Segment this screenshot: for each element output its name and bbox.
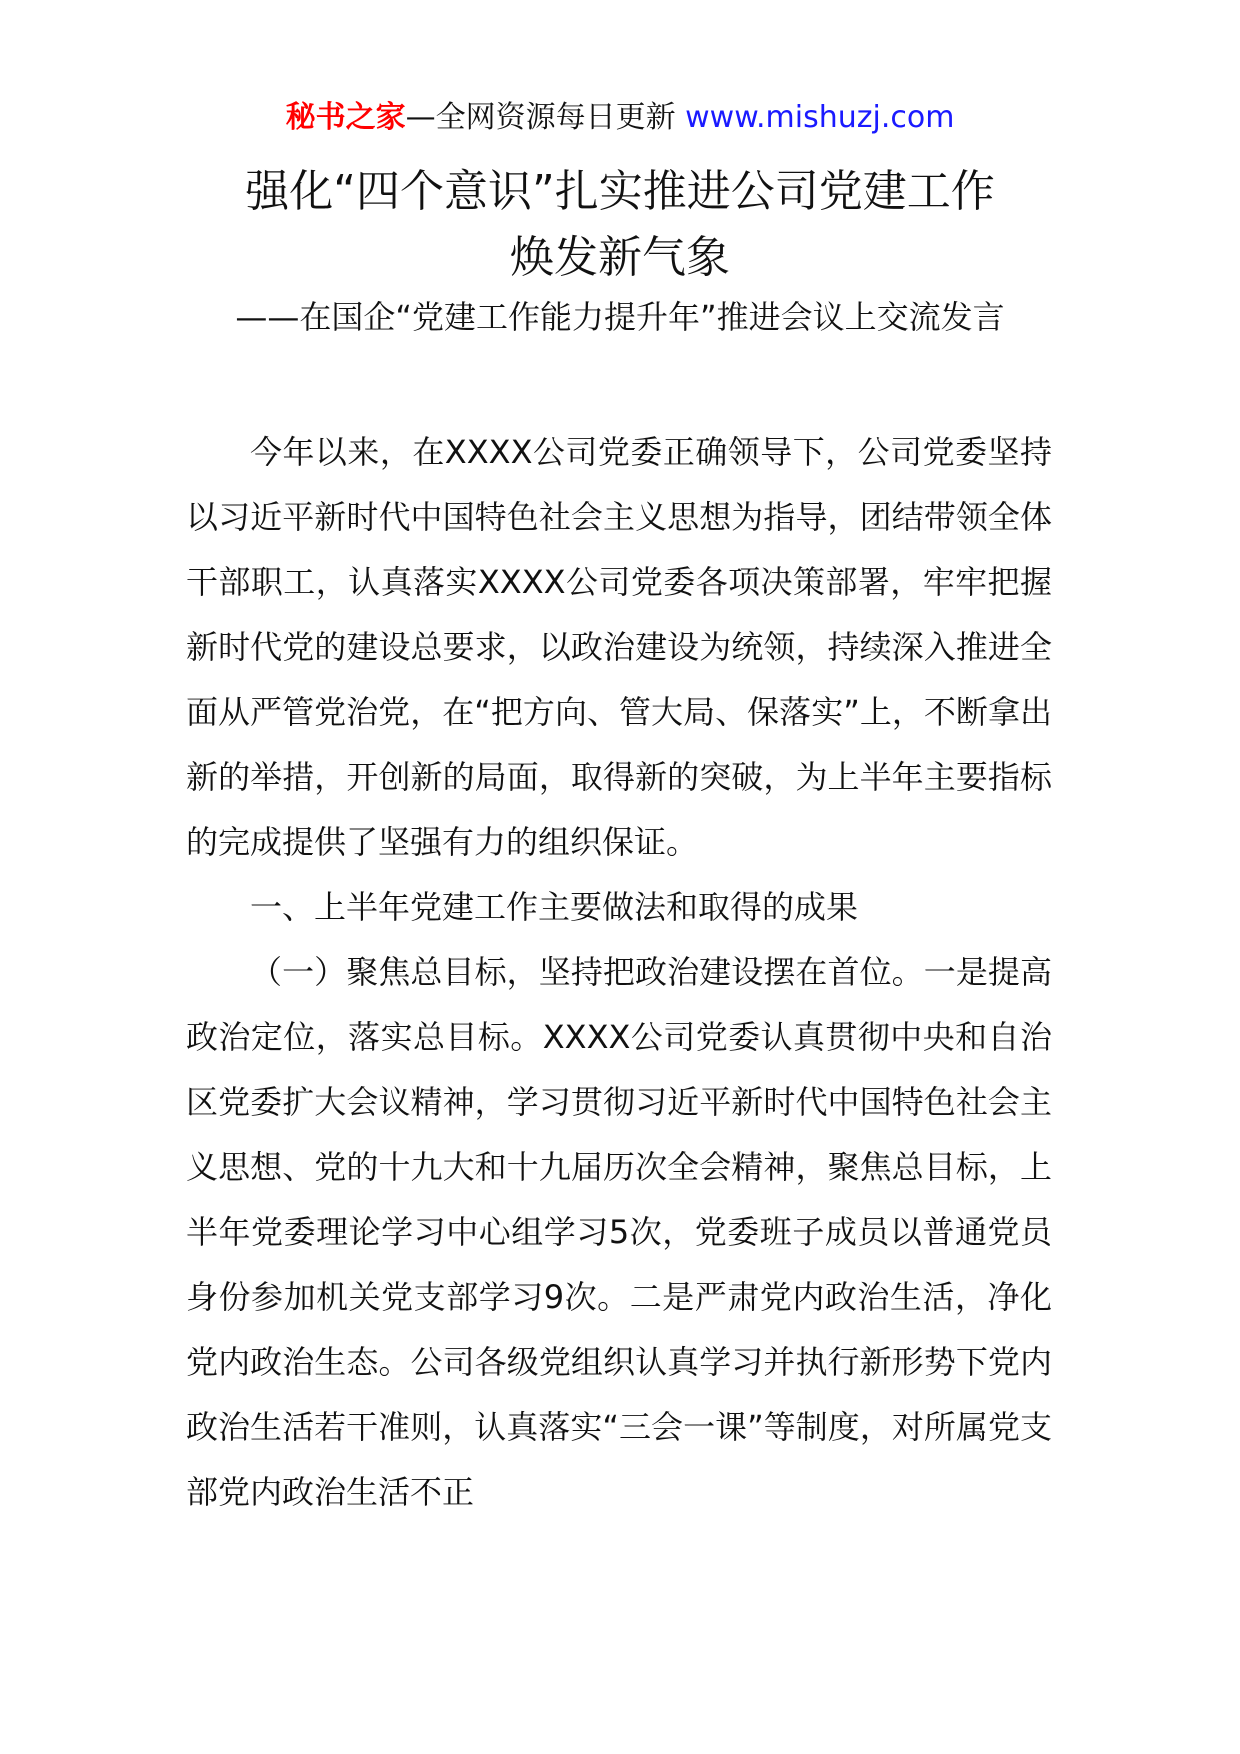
site-url-link[interactable]: www.mishuzj.com: [685, 100, 955, 135]
document-subtitle: ——在国企“党建工作能力提升年”推进会议上交流发言: [235, 298, 1005, 336]
body-paragraph: （一）聚焦总目标，坚持把政治建设摆在首位。一是提高政治定位，落实总目标。XXXX公司党委认真贯彻中央和自治区党委扩大会议精神，学习贯彻习近平新时代中国特色社会主义思想、党的十九大和十九届历次全会精神，聚焦总目标，上半年党委理论学习中心组学习5次，党委班子成员以普通党员身份参加机关党支部学习9次。二是严肃党内政治生活，净化党内政治生态。公司各级党组织认真学习并执行新形势下党内政治生活若干准则，认真落实“三会一课”等制度，对所属党支部党内政治生活不正: [186, 953, 1052, 1511]
section-heading: 一、上半年党建工作主要做法和取得的成果: [250, 888, 859, 926]
document-title-line-2: 焕发新气象: [510, 232, 730, 283]
document-body: [186, 420, 1052, 1525]
intro-paragraph: 今年以来，在XXXX公司党委正确领导下，公司党委坚持以习近平新时代中国特色社会主义思想为指导，团结带领全体干部职工，认真落实XXXX公司党委各项决策部署，牢牢把握新时代党的建设总要求，以政治建设为统领，持续深入推进全面从严管党治党，在“把方向、管大局、保落实”上，不断拿出新的举措，开创新的局面，取得新的突破，为上半年主要指标的完成提供了坚强有力的组织保证。: [186, 433, 1052, 861]
site-banner: [0, 98, 1240, 138]
banner-tagline: —全网资源每日更新: [405, 100, 676, 135]
document-title-line-1: 强化“四个意识”扎实推进公司党建工作: [245, 166, 995, 217]
brand-name: 秘书之家: [285, 100, 406, 135]
